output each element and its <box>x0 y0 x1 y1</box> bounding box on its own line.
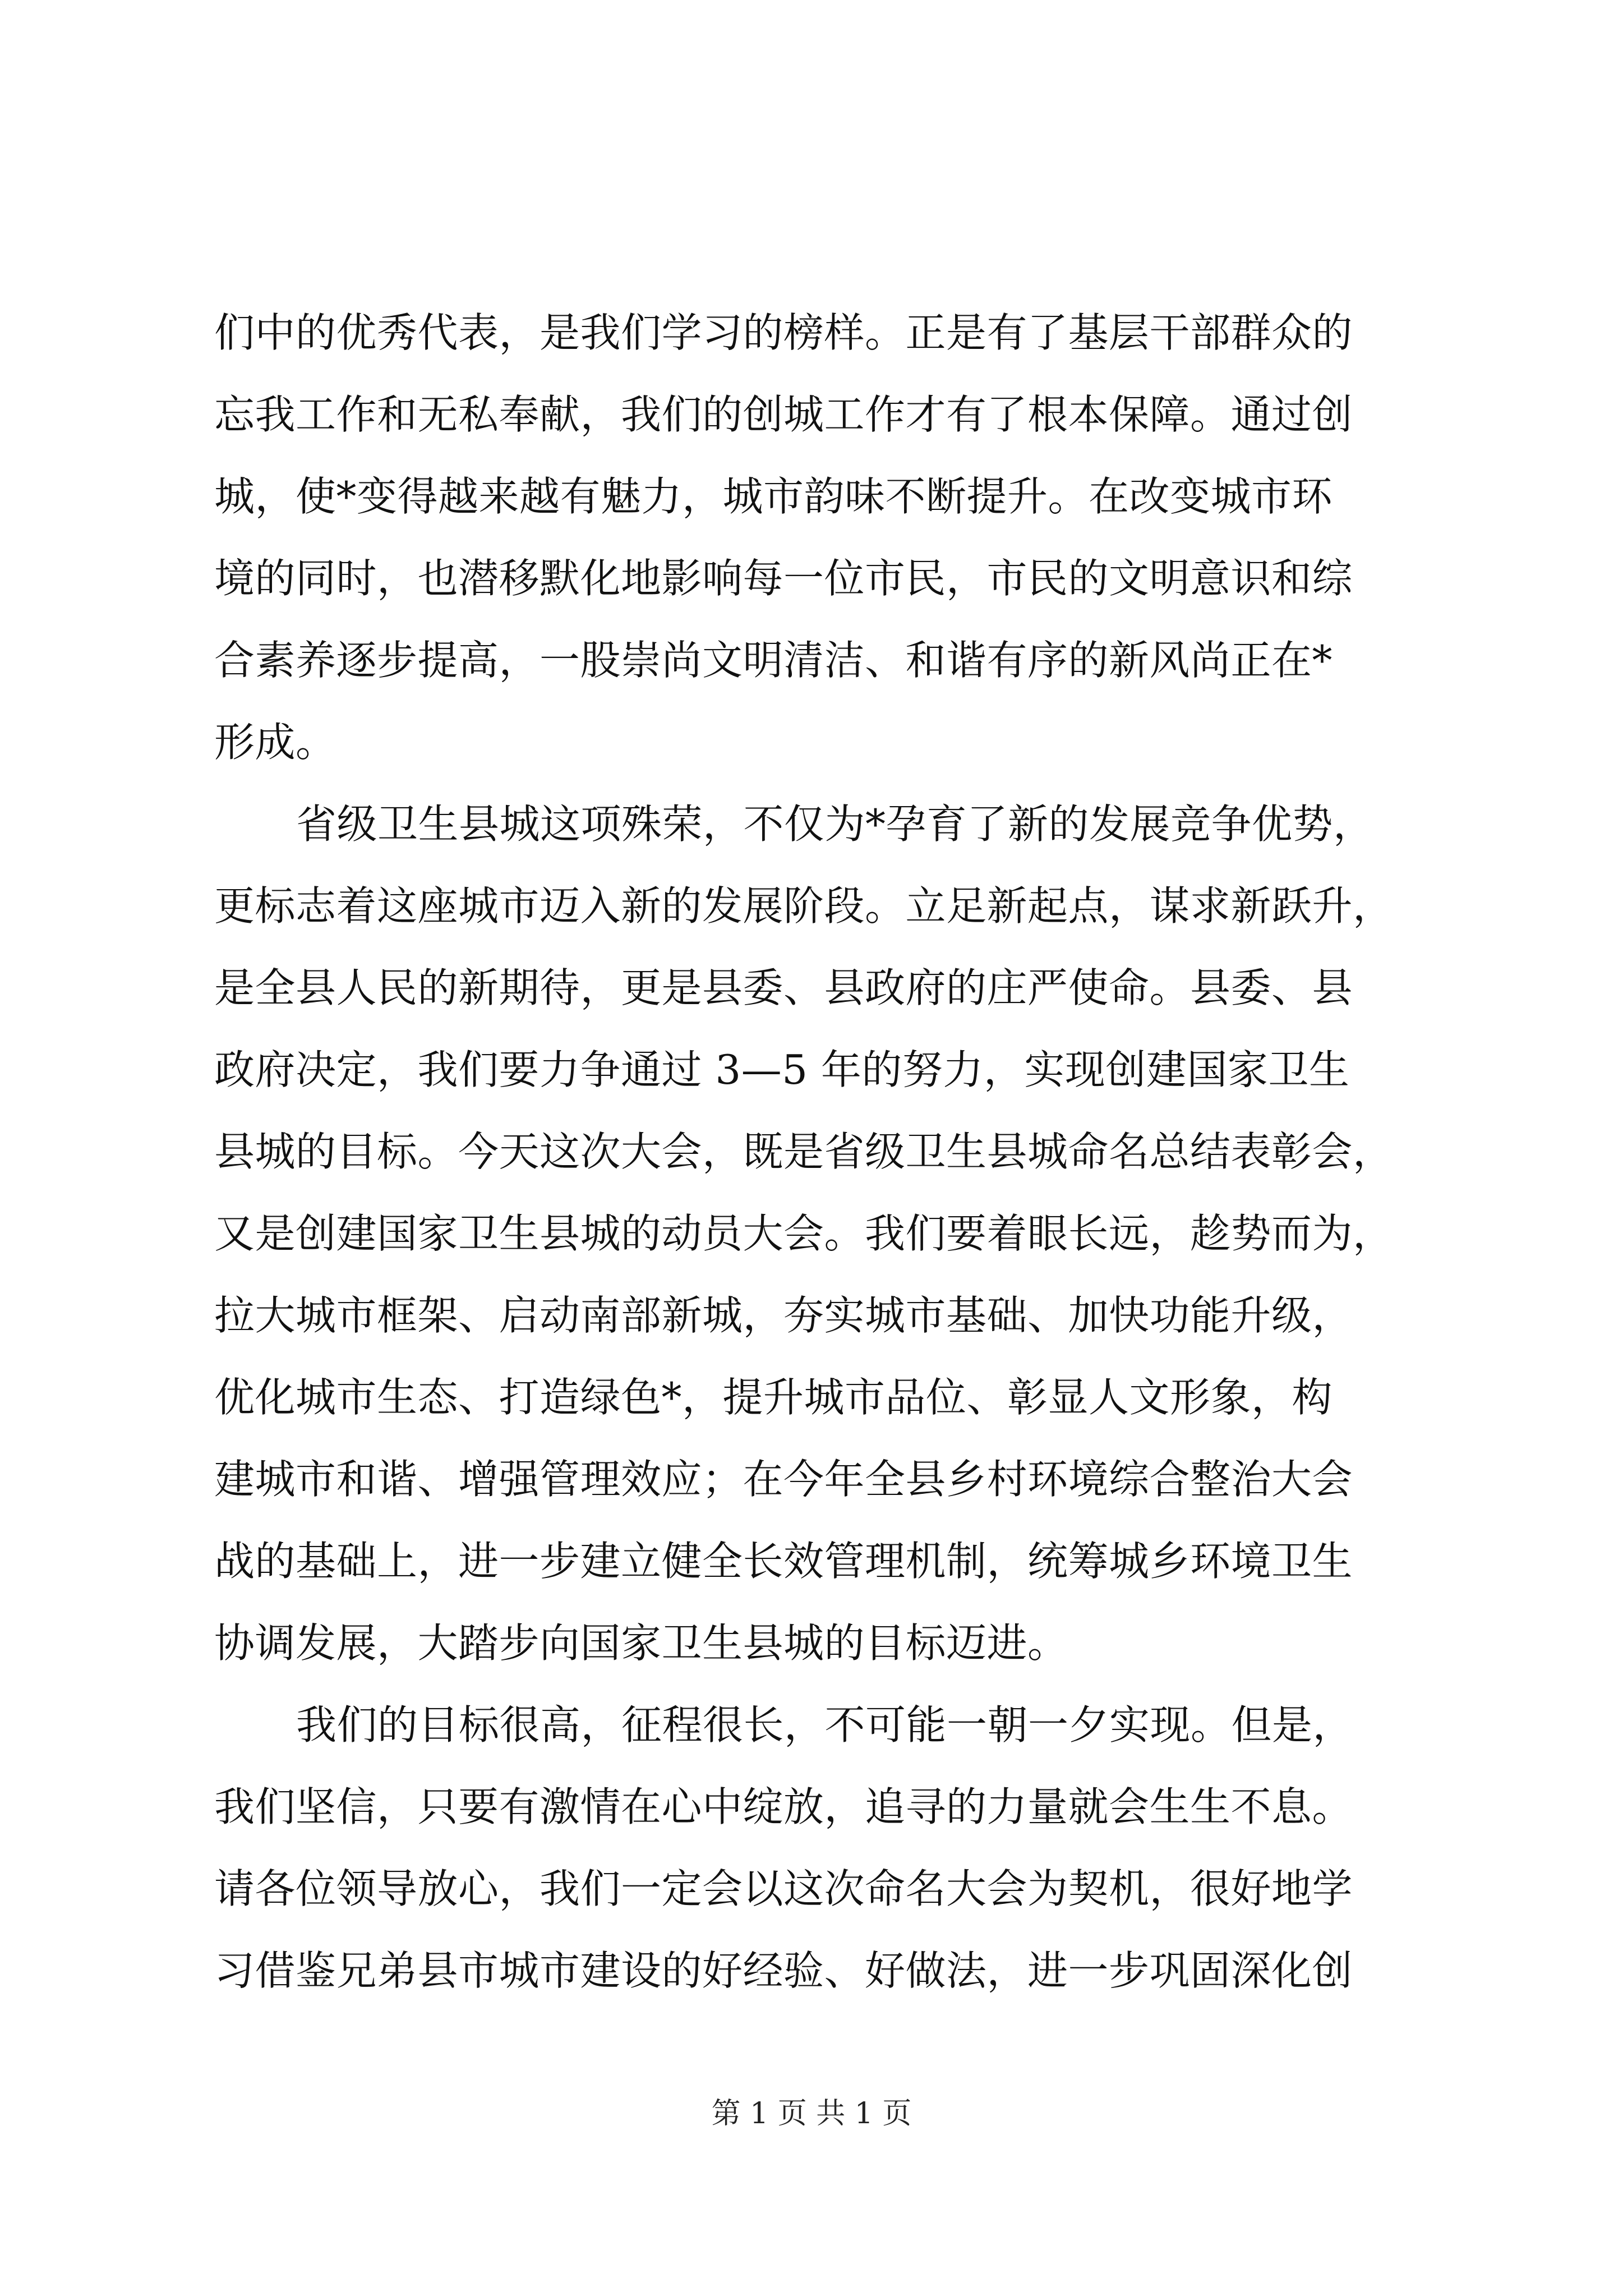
text-line: 合素养逐步提高，一股崇尚文明清洁、和谐有序的新风尚正在* <box>214 637 1333 684</box>
paragraph-2 <box>214 783 1409 1684</box>
text-line: 省级卫生县城这项殊荣，不仅为*孕育了新的发展竞争优势， <box>296 800 1374 848</box>
text-line: 习借鉴兄弟县市城市建设的好经验、好做法，进一步巩固深化创 <box>214 1947 1353 1994</box>
text-line: 们中的优秀代表，是我们学习的榜样。正是有了基层干部群众的 <box>214 309 1353 356</box>
text-line: 优化城市生态、打造绿色*，提升城市品位、彰显人文形象，构 <box>214 1374 1333 1421</box>
text-line: 我们坚信，只要有激情在心中绽放，追寻的力量就会生生不息。 <box>214 1783 1353 1830</box>
page-number-label: 第 1 页 共 1 页 <box>711 2097 912 2131</box>
paragraph-1 <box>214 292 1409 783</box>
text-line: 战的基础上，进一步建立健全长效管理机制，统筹城乡环境卫生 <box>214 1538 1353 1585</box>
text-line: 更标志着这座城市迈入新的发展阶段。立足新起点，谋求新跃升， <box>214 882 1394 930</box>
text-line: 又是创建国家卫生县城的动员大会。我们要着眼长远，趁势而为， <box>214 1210 1394 1257</box>
text-line: 境的同时，也潜移默化地影响每一位市民，市民的文明意识和综 <box>214 555 1353 602</box>
text-line: 城，使*变得越来越有魅力，城市韵味不断提升。在改变城市环 <box>214 473 1333 520</box>
page-footer <box>0 2091 1623 2136</box>
document-body <box>214 292 1409 2012</box>
text-line: 拉大城市框架、启动南部新城，夯实城市基础、加快功能升级， <box>214 1292 1353 1339</box>
text-line: 我们的目标很高，征程很长，不可能一朝一夕实现。但是， <box>296 1701 1354 1749</box>
text-line: 建城市和谐、增强管理效应；在今年全县乡村环境综合整治大会 <box>214 1456 1353 1503</box>
paragraph-3 <box>214 1684 1409 2012</box>
text-line: 请各位领导放心，我们一定会以这次命名大会为契机，很好地学 <box>214 1865 1353 1912</box>
text-line: 忘我工作和无私奉献，我们的创城工作才有了根本保障。通过创 <box>214 391 1353 438</box>
text-line: 县城的目标。今天这次大会，既是省级卫生县城命名总结表彰会， <box>214 1128 1394 1175</box>
text-line: 协调发展，大踏步向国家卫生县城的目标迈进。 <box>214 1619 1068 1667</box>
text-line: 政府决定，我们要力争通过 3—5 年的努力，实现创建国家卫生 <box>214 1046 1350 1093</box>
text-line: 是全县人民的新期待，更是县委、县政府的庄严使命。县委、县 <box>214 964 1353 1011</box>
text-line: 形成。 <box>214 719 336 766</box>
